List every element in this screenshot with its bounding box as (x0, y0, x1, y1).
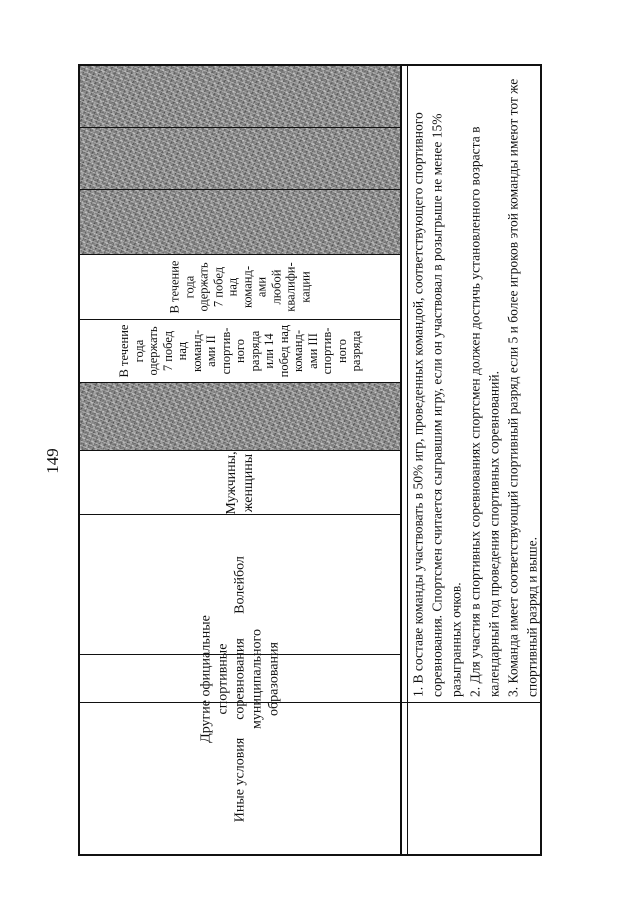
shaded-cell (80, 128, 400, 189)
column-divider (400, 66, 402, 856)
page-number: 149 (43, 448, 62, 474)
competition-cell (80, 614, 400, 743)
shaded-cell (80, 66, 400, 127)
condition-note: 1. В составе команды участвовать в 50% игр, проведенных командой, соответствующего спортивного соревнования. Спортсмен считается сыгравшим игру, если он участвовал в розыгрыше не менее 15% разыгранных очков. (410, 112, 464, 697)
condition-note: 2. Для участия в спортивных соревнованиях спортсмен должен достичь установленного возраста в календарный год проведения спортивных соревнований. (467, 126, 502, 697)
other-conditions-notes (409, 71, 542, 697)
condition-rank-text: В течение года одержать 7 побед над команд- ами II спортив- ного разряда или 14 побед над команд- ами III спортив- ного разряда (116, 324, 363, 378)
participants-text: Мужчины, женщины (224, 450, 256, 515)
row-divider (80, 127, 400, 128)
condition-note: 3. Команда имеет соответствующий спортивный разряд если 5 и более игроков этой команды имеют тот же спортивный разряд и выше. (505, 78, 540, 697)
other-conditions-label-cell (80, 703, 400, 856)
other-conditions-cell (408, 66, 542, 702)
other-conditions-label: Иные условия (232, 737, 248, 822)
competition-text: Другие официальные спортивные соревнования муниципального образования (198, 614, 282, 743)
sport-text: Волейбол (232, 555, 248, 614)
qualification-table (78, 64, 542, 856)
condition-any-text: В течение года одержать 7 побед над команд- ами любой квалифи- кации (167, 260, 312, 314)
